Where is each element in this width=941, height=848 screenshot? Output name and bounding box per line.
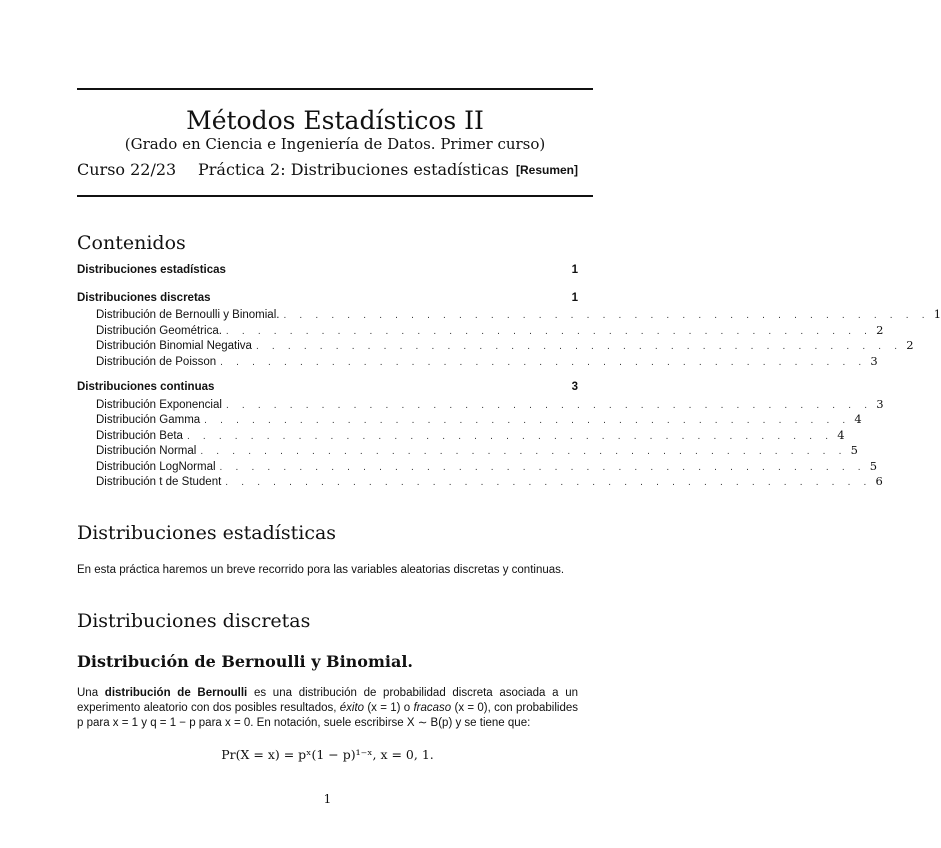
toc-entry[interactable]: Distribución de Poisson . . . . . . . . . . . . . . . . . . . . . . . . . . . . . . . . . . . . . . . . . 3 xyxy=(96,353,878,368)
table-of-contents xyxy=(77,264,941,490)
toc-entry[interactable]: Distribución t de Student . . . . . . . . . . . . . . . . . . . . . . . . . . . . . . . . . . . . . . . . . 6 xyxy=(96,474,883,488)
toc-entry[interactable]: Distribuciones discretas 1 xyxy=(77,291,578,304)
bottom-rule xyxy=(77,195,593,197)
toc-entry[interactable]: Distribuciones estadísticas 1 xyxy=(77,264,578,276)
toc-entry[interactable]: Distribuciones continuas 3 xyxy=(77,381,578,393)
document-title: Métodos Estadísticos II xyxy=(186,106,484,135)
toc-entry[interactable]: Distribución Beta . . . . . . . . . . . . . . . . . . . . . . . . . . . . . . . . . . . . . . . . . 4 xyxy=(96,427,845,442)
toc-entry[interactable]: Distribución Binomial Negativa . . . . . . . . . . . . . . . . . . . . . . . . . . . . . . . . . . . . . . . . . 2 xyxy=(96,338,914,352)
course-label: Curso 22/23 xyxy=(77,160,177,179)
toc-entry[interactable]: Distribución de Bernoulli y Binomial. . . . . . . . . . . . . . . . . . . . . . . . . . . . . . . . . . . . . . . . . . 1 xyxy=(96,307,941,321)
top-rule xyxy=(77,88,593,90)
toc-entry[interactable]: Distribución Gamma . . . . . . . . . . . . . . . . . . . . . . . . . . . . . . . . . . . . . . . . . 4 xyxy=(96,412,862,426)
practica-title: Práctica 2: Distribuciones estadísticas xyxy=(198,160,509,179)
toc-entry[interactable]: Distribución Exponencial . . . . . . . . . . . . . . . . . . . . . . . . . . . . . . . . . . . . . . . . . 3 xyxy=(96,396,884,411)
section-heading-discretas: Distribuciones discretas xyxy=(77,610,311,632)
page-number: 1 xyxy=(323,792,332,806)
intro-paragraph: En esta práctica haremos un breve recorrido pora las variables aleatorias discretas y continuas. xyxy=(77,564,565,576)
bernoulli-paragraph: Una distribución de Bernoulli es una distribución de probabilidad discreta asociada a un experimento aleatorio con dos posibles resultados, éxito (x = 1) o fracaso (x = 0), con probabilides p para x = 1 y q = 1 − p para x = 0. En notación, suele escribirse X ∼ B(p) y se tiene que: xyxy=(77,687,578,730)
toc-entry[interactable]: Distribución LogNormal . . . . . . . . . . . . . . . . . . . . . . . . . . . . . . . . . . . . . . . . . 5 xyxy=(96,458,878,473)
resumen-label: [Resumen] xyxy=(515,163,578,177)
toc-heading: Contenidos xyxy=(77,232,186,254)
section-heading-estadisticas: Distribuciones estadísticas xyxy=(77,522,337,544)
document-subtitle: (Grado en Ciencia e Ingeniería de Datos. Primer curso) xyxy=(124,135,546,153)
toc-entry[interactable]: Distribución Geométrica. . . . . . . . . . . . . . . . . . . . . . . . . . . . . . . . . . . . . . . . . . 2 xyxy=(96,322,884,337)
subsection-heading-bernoulli: Distribución de Bernoulli y Binomial. xyxy=(77,652,413,671)
toc-entry[interactable]: Distribución Normal . . . . . . . . . . . . . . . . . . . . . . . . . . . . . . . . . . . . . . . . . 5 xyxy=(96,443,858,457)
bernoulli-formula: Pr(X = x) = pˣ(1 − p)¹⁻ˣ, x = 0, 1. xyxy=(221,747,434,762)
